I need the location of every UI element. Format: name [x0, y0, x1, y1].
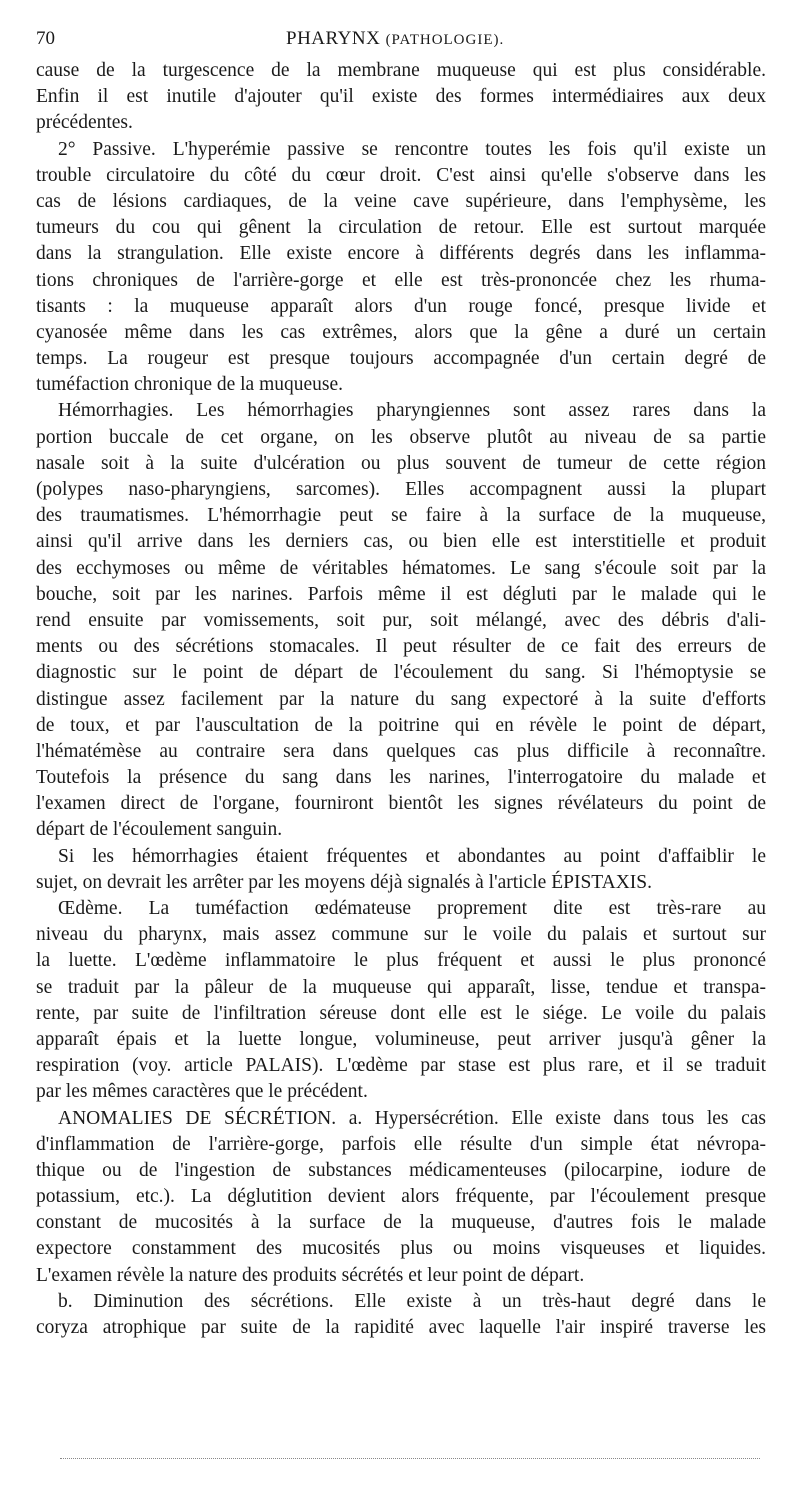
text-line: cas de lésions cardiaques, de la veine cave supérieure, dans l'emphysème, les [36, 190, 766, 212]
text-line: tumeurs du cou qui gênent la circulation de retour. Elle est surtout marquée [36, 217, 766, 239]
text-line: d'inflammation de l'arrière-gorge, parfois elle résulte d'un simple état névropa- [36, 1133, 766, 1155]
text-line: portion buccale de cet organe, on les observe plutôt au niveau de sa partie [36, 426, 766, 448]
footer-rule [60, 1458, 760, 1459]
text-line: la luette. L'œdème inflammatoire le plus fréquent et aussi le plus prononcé [36, 950, 766, 972]
text-line: précédentes. [36, 112, 133, 134]
text-line: départ de l'écoulement sanguin. [36, 819, 283, 841]
text-line: 2° Passive. L'hyperémie passive se rencontre toutes les fois qu'il existe un [58, 138, 766, 160]
running-title-sub: (PATHOLOGIE). [385, 32, 505, 48]
text-line: temps. La rougeur est presque toujours accompagnée d'un certain degré de [36, 348, 766, 370]
text-line: tuméfaction chronique de la muqueuse. [36, 374, 344, 396]
running-header [36, 28, 766, 58]
text-line: Toutefois la présence du sang dans les narines, l'interrogatoire du malade et [36, 767, 766, 789]
text-line: ments ou des sécrétions stomacales. Il peut résulter de ce fait des erreurs de [36, 636, 766, 658]
text-line: diagnostic sur le point de départ de l'écoulement du sang. Si l'hémoptysie se [36, 662, 766, 684]
text-line: se traduit par la pâleur de la muqueuse qui apparaît, lisse, tendue et transpa- [36, 976, 766, 998]
text-line: bouche, soit par les narines. Parfois même il est dégluti par le malade qui le [36, 583, 766, 605]
text-line: expectore constamment des mucosités plus ou moins visqueuses et liquides. [36, 1238, 766, 1260]
running-title-main: PHARYNX [286, 28, 381, 49]
text-line: Enfin il est inutile d'ajouter qu'il existe des formes intermédiaires aux deux [36, 86, 766, 108]
text-line: b. Diminution des sécrétions. Elle existe à un très-haut degré dans le [58, 1290, 766, 1312]
text-line: sujet, on devrait les arrêter par les moyens déjà signalés à l'article ÉPISTAXIS. [36, 871, 653, 893]
text-line: des traumatismes. L'hémorrhagie peut se faire à la surface de la muqueuse, [36, 505, 766, 527]
text-line: niveau du pharynx, mais assez commune sur le voile du palais et surtout sur [36, 924, 766, 946]
text-line: cyanosée même dans les cas extrêmes, alors que la gêne a duré un certain [36, 321, 766, 343]
text-line: distingue assez facilement par la nature du sang expectoré à la suite d'efforts [36, 688, 766, 710]
text-line: l'examen direct de l'organe, fourniront bientôt les signes révélateurs du point de [36, 793, 766, 815]
text-line: par les mêmes caractères que le précédent. [36, 1081, 368, 1103]
text-line: ANOMALIES DE SÉCRÉTION. a. Hypersécrétion. Elle existe dans tous les cas [58, 1107, 766, 1129]
text-line: nasale soit à la suite d'ulcération ou plus souvent de tumeur de cette région [36, 452, 766, 474]
text-line: coryza atrophique par suite de la rapidité avec laquelle l'air inspiré traverse les [36, 1317, 766, 1338]
text-line: L'examen révèle la nature des produits sécrétés et leur point de départ. [36, 1264, 585, 1286]
text-line: tions chroniques de l'arrière-gorge et elle est très-prononcée chez les rhuma- [36, 269, 766, 291]
text-line: rend ensuite par vomissements, soit pur, soit mélangé, avec des débris d'ali- [36, 609, 766, 631]
text-line: trouble circulatoire du côté du cœur droit. C'est ainsi qu'elle s'observe dans les [36, 164, 766, 186]
running-title [286, 28, 504, 50]
text-line: l'hématémèse au contraire sera dans quelques cas plus difficile à reconnaître. [36, 740, 766, 762]
page [36, 28, 766, 1341]
text-line: ainsi qu'il arrive dans les derniers cas, ou bien elle est interstitielle et produit [36, 531, 766, 553]
text-line: des ecchymoses ou même de véritables hématomes. Le sang s'écoule soit par la [36, 557, 766, 579]
body-text [36, 58, 766, 1341]
text-line: de toux, et par l'auscultation de la poitrine qui en révèle le point de départ, [36, 714, 766, 736]
text-line: tisants : la muqueuse apparaît alors d'un rouge foncé, presque livide et [36, 295, 766, 317]
text-line: thique ou de l'ingestion de substances médicamenteuses (pilocarpine, iodure de [36, 1159, 766, 1181]
text-line: rente, par suite de l'infiltration séreuse dont elle est le siége. Le voile du palais [36, 1002, 766, 1024]
text-line: cause de la turgescence de la membrane muqueuse qui est plus considérable. [36, 60, 766, 81]
text-line: dans la strangulation. Elle existe encore à différents degrés dans les inflamma- [36, 243, 766, 265]
text-line: Hémorrhagies. Les hémorrhagies pharyngiennes sont assez rares dans la [58, 400, 766, 422]
text-line: constant de mucosités à la surface de la muqueuse, d'autres fois le malade [36, 1212, 766, 1234]
text-line: respiration (voy. article PALAIS). L'œdème par stase est plus rare, et il se traduit [36, 1055, 766, 1077]
text-line: (polypes naso-pharyngiens, sarcomes). Elles accompagnent aussi la plupart [36, 479, 766, 500]
text-line: apparaît épais et la luette longue, volumineuse, peut arriver jusqu'à gêner la [36, 1028, 766, 1050]
text-line: Si les hémorrhagies étaient fréquentes et abondantes au point d'affaiblir le [58, 845, 766, 867]
text-line: potassium, etc.). La déglutition devient alors fréquente, par l'écoulement presque [36, 1186, 766, 1208]
text-line: Œdème. La tuméfaction œdémateuse proprement dite est très-rare au [58, 898, 766, 919]
page-number: 70 [36, 28, 55, 49]
